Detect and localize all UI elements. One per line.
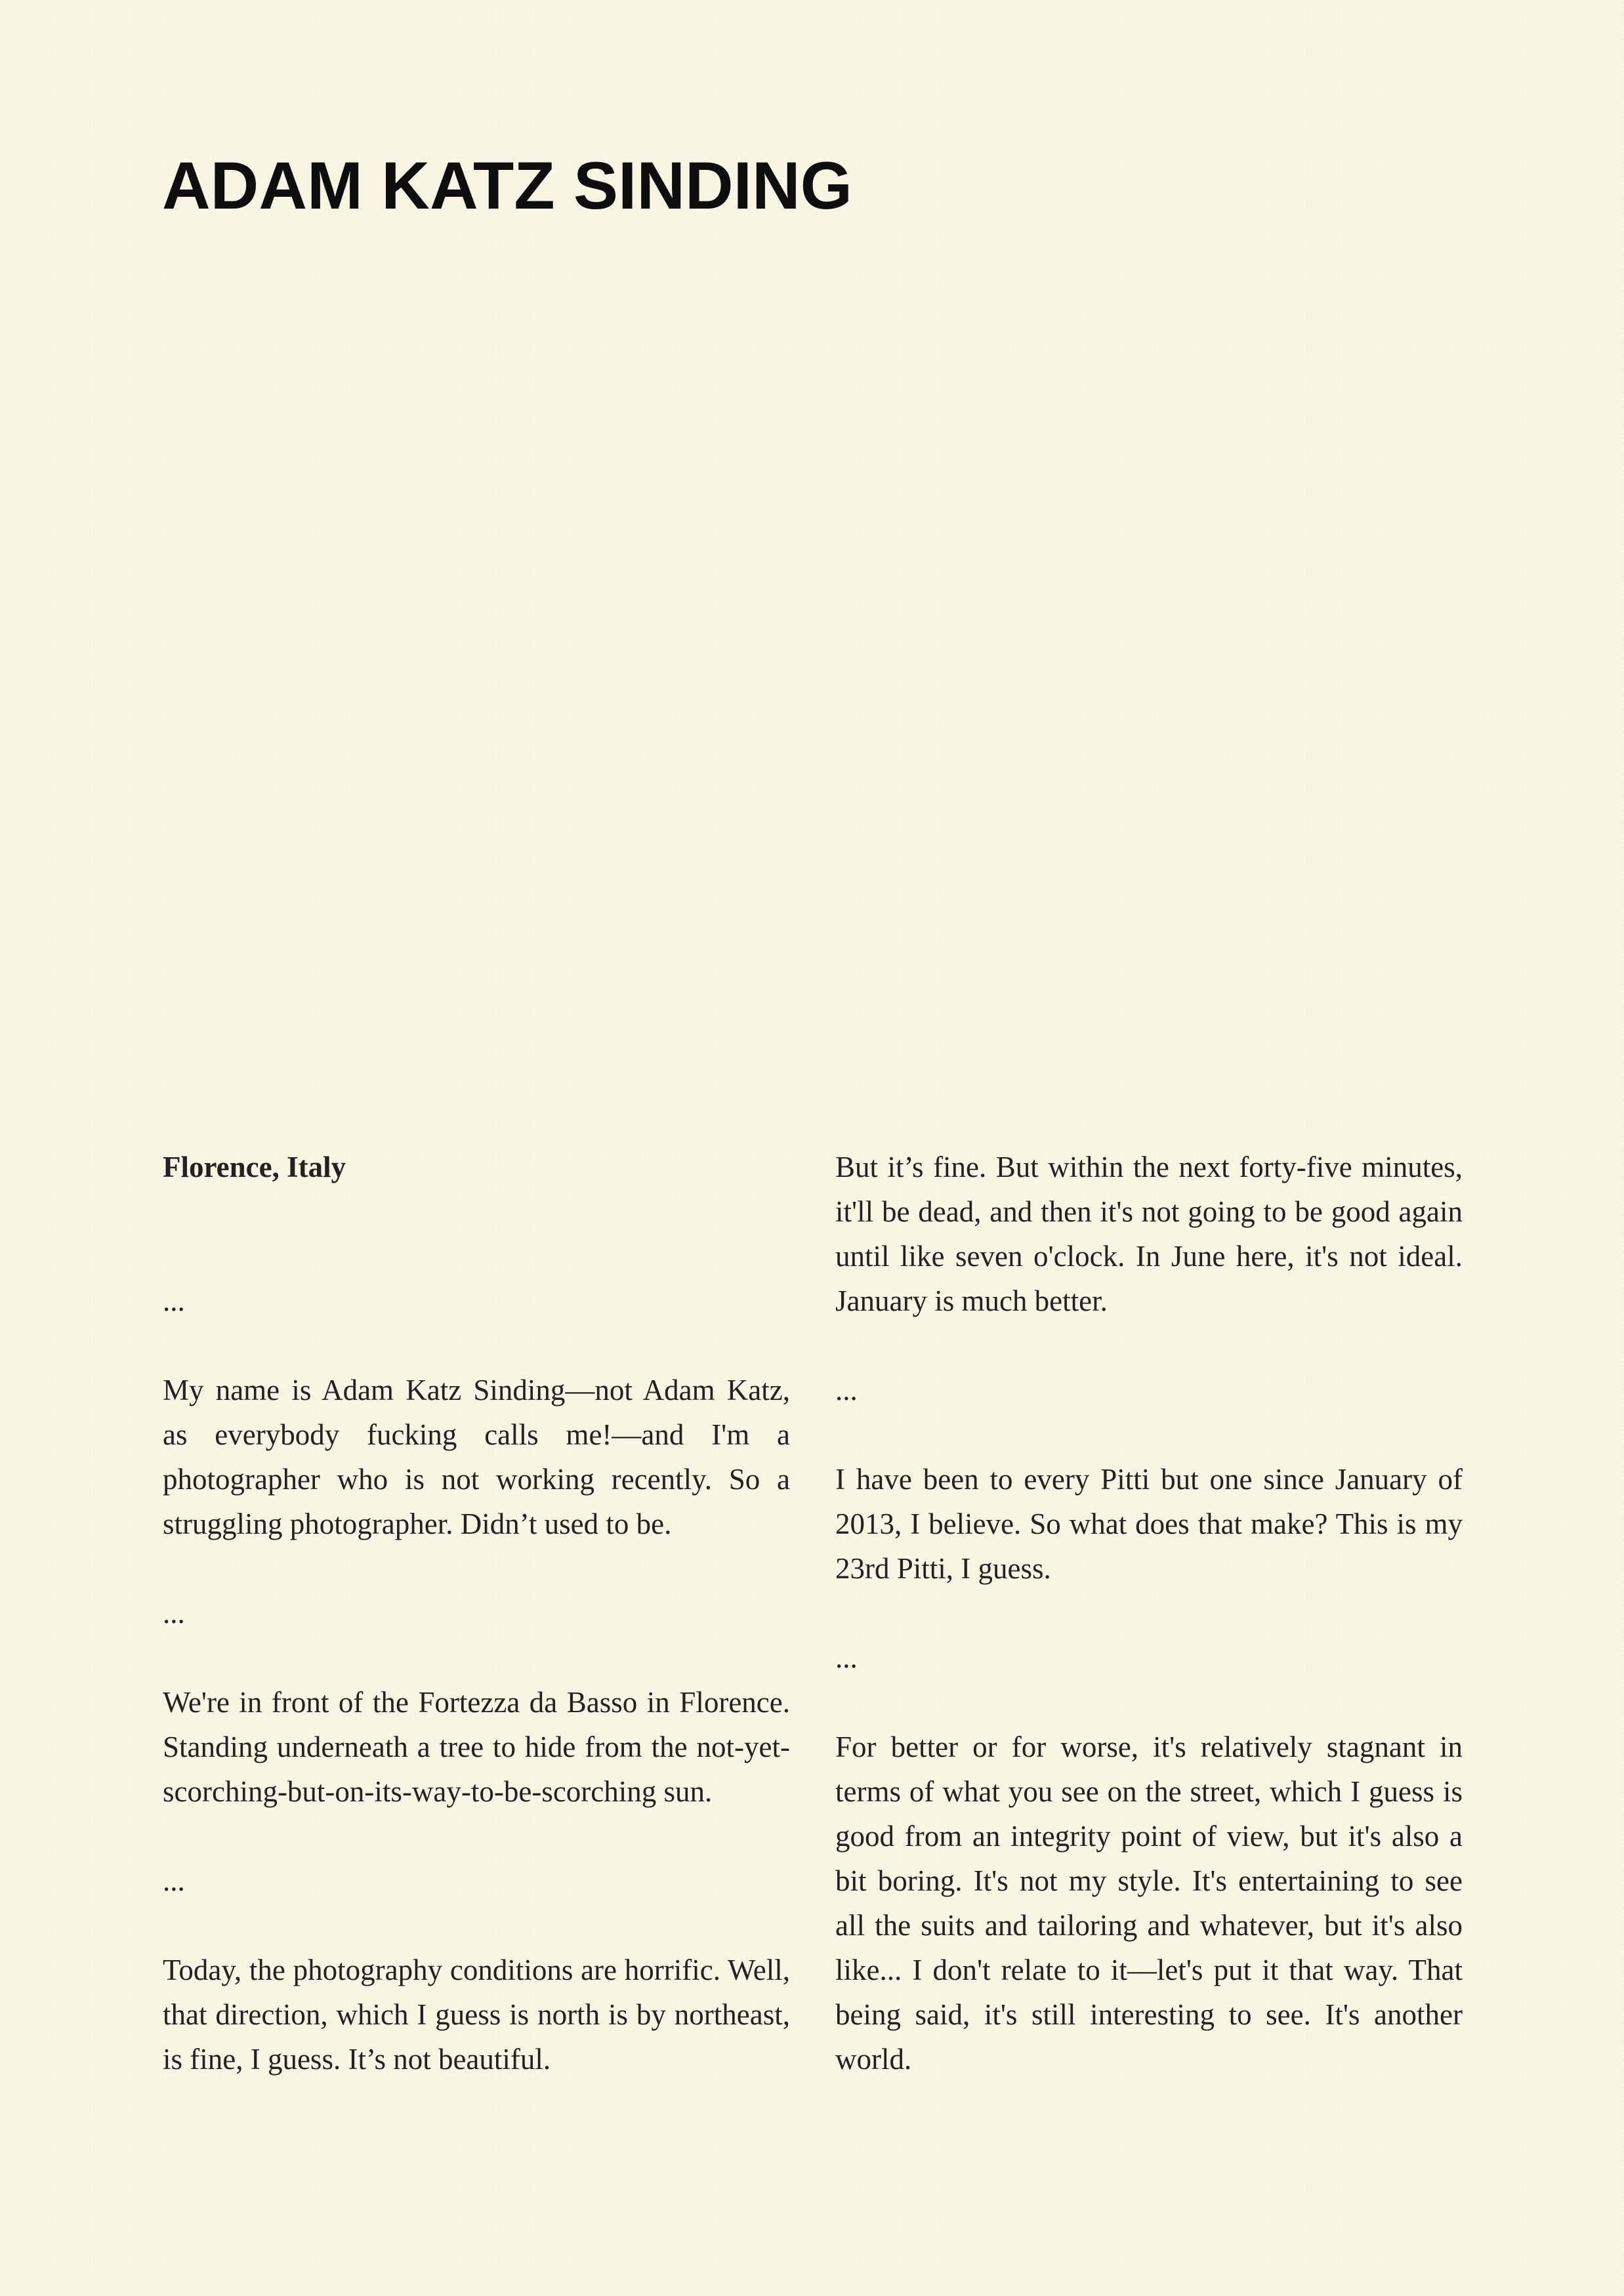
paragraph-street-style: For better or for worse, it's relatively stagnant in terms of what you see on the street, which I guess is good from an integrity point of view, but it's also a bit boring. It's not my style. It's entertaining to see all the suits and tailoring and whatever, but it's also like... I don't relate to it—let's put it that way. That being said, it's still interesting to see. It's another world. <box>835 1731 1463 2076</box>
left-column <box>163 1145 790 2126</box>
paragraph-intro: My name is Adam Katz Sinding—not Adam Katz, as everybody fucking calls me!—and I'm a photographer who is not working recently. So a struggling photographer. Didn’t used to be. <box>163 1374 790 1540</box>
ellipsis-separator: ... <box>835 1641 858 1674</box>
paragraph-conditions: Today, the photography conditions are horrific. Well, that direction, which I guess is north is by northeast, is fine, I guess. It’s not beautiful. <box>163 1954 790 2076</box>
ellipsis-separator: ... <box>163 1597 185 1630</box>
ellipsis-separator: ... <box>163 1284 185 1317</box>
ellipsis-separator: ... <box>163 1864 185 1897</box>
page-title: ADAM KATZ SINDING <box>162 148 853 223</box>
paragraph-light: But it’s fine. But within the next forty-five minutes, it'll be dead, and then it's not going to be good again until like seven o'clock. In June here, it's not ideal. January is much better. <box>835 1151 1463 1317</box>
paragraph-pitti: I have been to every Pitti but one since January of 2013, I believe. So what does that make? This is my 23rd Pitti, I guess. <box>835 1463 1463 1585</box>
location-heading: Florence, Italy <box>163 1151 346 1183</box>
ellipsis-separator: ... <box>835 1374 858 1406</box>
right-column <box>835 1145 1463 2126</box>
paragraph-location: We're in front of the Fortezza da Basso in Florence. Standing underneath a tree to hide from the not-yet-scorching-but-on-its-way-to-be-scorching sun. <box>163 1686 790 1808</box>
